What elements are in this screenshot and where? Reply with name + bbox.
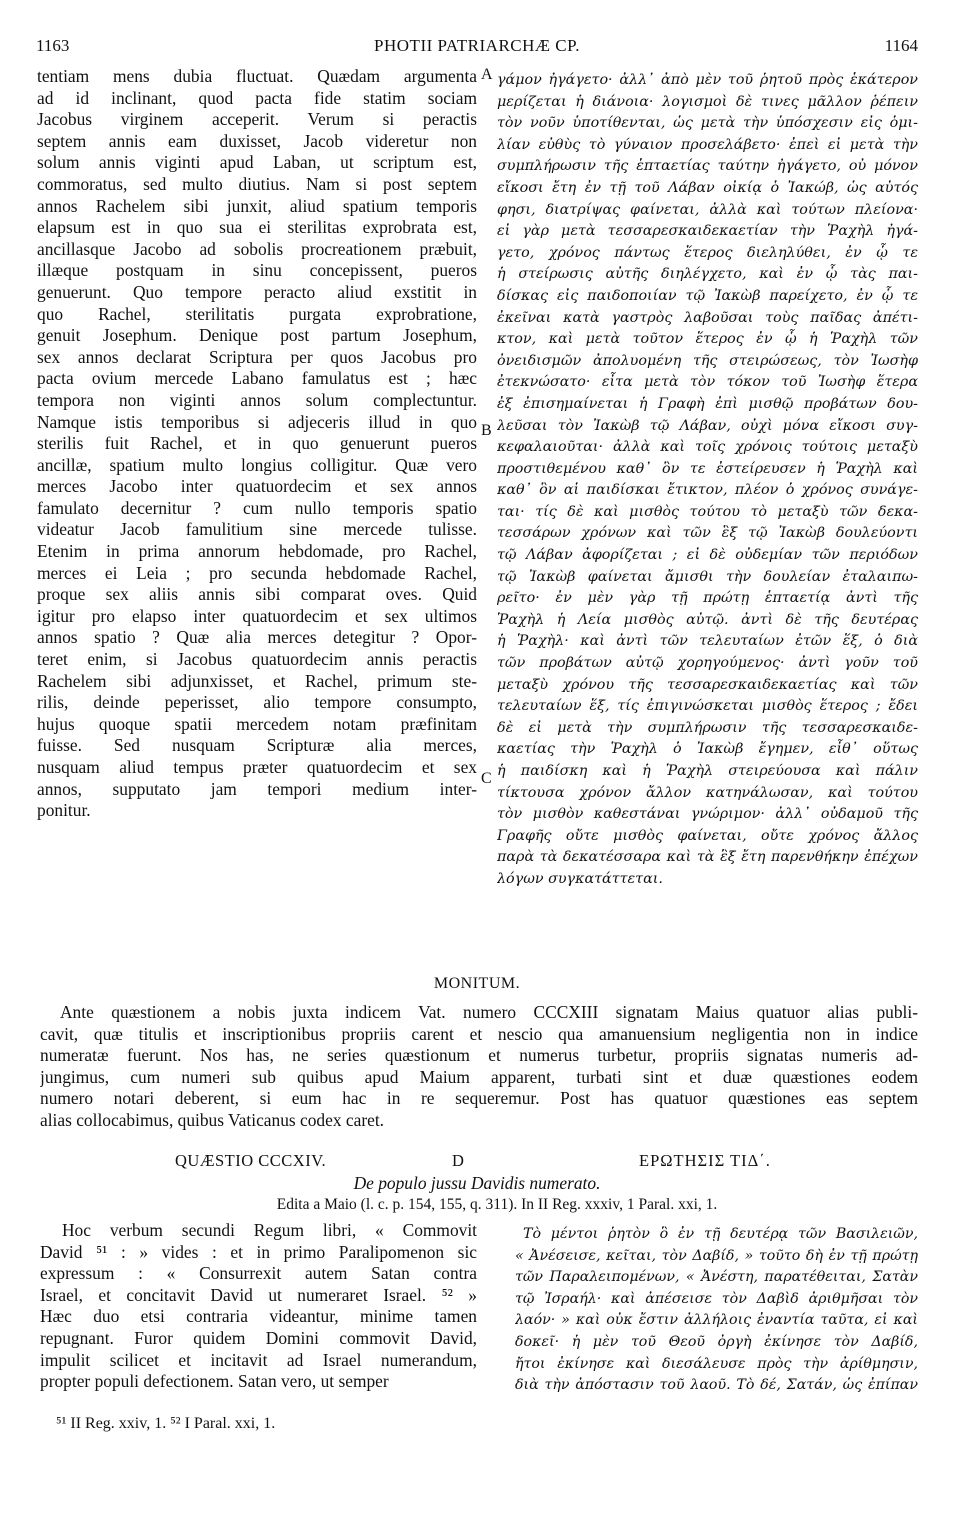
latin-text-line: genuit Josephum. Denique post partum Josephum,: [37, 325, 477, 346]
greek-text-line: τῶν Παραλειπομένων, « Ἀνέστη, παρατέθειται, Σατὰν: [515, 1269, 918, 1286]
latin-text-line: tentiam mens dubia fluctuat. Quædam argumenta: [37, 66, 477, 86]
monitum-text: [40, 1002, 918, 1132]
page-header: [36, 36, 918, 60]
monitum-text-line: Ante quæstionem a nobis juxta indicem Vat. numero CCCXIII signatam Maius quatuor alias publi-: [60, 1002, 918, 1022]
question-heading-row: [0, 1151, 954, 1173]
greek-text-line: λαόν· » καὶ οὐκ ἔστιν ἀλλήλοις ἐναντία ταῦτα, εἰ καὶ: [515, 1312, 918, 1329]
greek-text-line: κτον, καὶ μετὰ τοῦτον ἕτερος ἐν ᾧ ἡ Ῥαχὴλ τῶν: [497, 331, 918, 348]
latin-text-line: ponitur.: [37, 800, 91, 821]
latin-text-line: septem annis eam duxisset, Jacob videretur non: [37, 130, 477, 151]
latin-text-line: illæque postquam in sinu concepissent, pueros: [37, 260, 477, 281]
monitum-text-line: jungimus, cum numeri sub quibus apud Maium apparent, turbati sint et duæ quæstiones eodem: [40, 1066, 918, 1087]
latin-text-line: teret enim, si Jacobus quatuordecim annis peractis: [37, 649, 477, 670]
greek-text-line: τῷ Λάβαν ἀφορίζεται ; εἰ δὲ οὐδεμίαν τῶν περιόδων: [497, 547, 918, 564]
latin-text-line: annos spatio ? Quæ alia merces detegitur ? Opor-: [37, 627, 477, 648]
greek-text-line: διὰ τὴν ἀπόστασιν τοῦ λαοῦ. Τὸ δέ, Σατάν, ὡς ἐπίπαν: [515, 1377, 918, 1394]
latin-text-line: genuerunt. Quo tempore peracto aliud exstitit in: [37, 281, 477, 302]
page-number-right: 1164: [884, 36, 918, 55]
latin-text-line: Israel, et concitavit David ut numeraret Israel. ⁵² »: [40, 1284, 477, 1305]
latin-text-line: videatur Jacob famulitium sine mercede tulisse.: [37, 519, 477, 540]
margin-letter-d: D: [452, 1151, 464, 1170]
latin-text-line: Jacobus virginem acceperit. Verum si peractis: [37, 109, 477, 130]
greek-text-line: ται· τίς δὲ καὶ μισθὸς τούτου τὸ μεταξὺ τῶν δεκα-: [497, 503, 918, 520]
latin-text-line: tempora non viginti annos solum complectuntur.: [37, 389, 477, 410]
greek-text-line: εἰ γὰρ μετὰ τεσσαρεσκαιδεκαετίαν τὴν Ῥαχὴλ ἠγά-: [497, 223, 918, 240]
greek-column-2: [515, 1224, 918, 1397]
greek-text-line: ἐξ ἐπισημαίνεται ἡ Γραφὴ ἐπὶ μισθῷ προβάτων δου-: [497, 395, 918, 412]
latin-text-line: sex annos declarat Scriptura per quos Jacobus pro: [37, 346, 477, 367]
latin-text-line: Hoc verbum secundi Regum libri, « Commovit: [62, 1220, 477, 1240]
greek-text-line: τῷ Ἰακὼβ φαίνεται ἄμισθι τὴν δουλείαν ἐταλαιπω-: [497, 568, 918, 585]
greek-text-line: « Ἀνέσεισε, κεῖται, τὸν Δαβίδ, » τοῦτο δὴ ἐν τῇ πρώτῃ: [515, 1247, 918, 1264]
margin-letter-b: B: [481, 422, 492, 439]
margin-letter-c: C: [481, 770, 492, 787]
running-title: PHOTII PATRIARCHÆ CP.: [374, 36, 580, 55]
latin-text-line: ad id inclinant, quod pacta fide statim sociam: [37, 87, 477, 108]
greek-text-line: ἡ Ῥαχὴλ· καὶ ἀντὶ τῶν τελευταίων ἐτῶν ἕξ, ὁ διὰ: [497, 633, 918, 650]
greek-text-line: εἴκοσι ἔτη ἐν τῇ τοῦ Λάβαν οἰκίᾳ ὁ Ἰακώβ, ὡς αὐτός: [497, 179, 918, 196]
latin-text-line: rilis, deinde peperisset, alio tempore consumpto,: [37, 692, 477, 713]
greek-text-line: τίκτουσα χρόνον ἄλλον κατηνάλωσαν, καὶ τούτου: [497, 784, 918, 801]
latin-text-line: Rachelem sibi adjunxisset, et Rachel, primum ste-: [37, 670, 477, 691]
latin-text-line: merces Jacobo inter quatuordecim et sex annos: [37, 476, 477, 497]
greek-text-line: Ῥαχὴλ ἡ Λεία μισθὸς αὐτῷ. ἀντὶ δὲ τῆς δευτέρας: [497, 611, 918, 628]
greek-text-line: τῷ Ἰσραήλ· καὶ ἀπέσεισε τὸν Δαβὶδ ἀριθμῆσαι τὸν: [515, 1290, 918, 1307]
latin-text-line: David ⁵¹ : » vides : et in primo Paralipomenon sic: [40, 1241, 477, 1262]
question-latin-heading: QUÆSTIO CCCXIV.: [175, 1151, 327, 1170]
latin-text-line: Etenim in prima annorum hebdomade, pro Rachel,: [37, 541, 477, 562]
greek-text-line: προστιθεμένου καθ᾽ ὃν τε ἐστείρευσεν ἡ Ῥαχὴλ καὶ: [497, 460, 918, 477]
greek-text-line: ρεῖτο· ἐν μὲν γὰρ τῇ πρώτῃ ἑπταετίᾳ ἀντὶ τῆς: [497, 590, 918, 607]
greek-text-line: καθ᾽ ὃν αἱ παιδίσκαι ἔτικτον, πλέον ὁ χρόνος συνάγε-: [497, 482, 918, 499]
greek-text-line: τελευταίων ἕξ, τίς ἐπιγινώσκεται μισθὸς ἕτερος ; ἔδει: [497, 698, 918, 715]
greek-text-line: δὲ εἰ μετὰ τὴν συμπλήρωσιν τῆς τεσσαρεσκαιδε-: [497, 719, 918, 736]
greek-text-line: μεταξὺ χρόνου τῆς τεσσαρεσκαιδεκαετίας καὶ τῶν: [497, 676, 918, 693]
greek-text-line: δοκεῖ· ἡ μὲν τοῦ Θεοῦ ὀργὴ ἐκίνησε τὸν Δαβίδ,: [515, 1333, 918, 1350]
greek-text-line: τῶν προβάτων αὐτῷ χορηγούμενος· ἀντὶ γοῦν τοῦ: [497, 655, 918, 672]
question-source: Edita a Maio (l. c. p. 154, 155, q. 311). In II Reg. xxxiv, 1 Paral. xxi, 1.: [276, 1196, 718, 1213]
greek-text-line: κεφαλαιοῦται· ἀλλὰ καὶ τοῖς χρόνοις τούτοις μεταξὺ: [497, 439, 918, 456]
latin-text-line: merces ei Leia ; pro secunda hebdomade Rachel,: [37, 562, 477, 583]
greek-text-line: λίαν εὐθὺς τὸ γύναιον προσελάβετο· ἐπεὶ εἰ μετὰ τὴν: [497, 136, 918, 153]
greek-text-line: τὸν νοῦν ὑποτίθενται, ὡς μετὰ τὴν ὑπόσχεσιν εἰς ὁμι-: [497, 115, 918, 132]
margin-letter-a: A: [481, 66, 493, 83]
latin-text-line: nusquam aliud tempus præter quatuordecim et sex: [37, 757, 477, 777]
latin-text-line: elapsum est in quo sua ei sterilitas exprobrata est,: [37, 217, 477, 238]
latin-text-line: ancillæ, spatium multo longius colligitur. Quæ vero: [37, 454, 477, 475]
greek-text-line: λόγων συγκατάττεται.: [497, 870, 663, 887]
greek-text-line: τὸν μισθὸν καθεστάναι γνώριμον· ἀλλ᾽ οὐδαμοῦ τῆς: [497, 806, 918, 823]
latin-text-line: Namque istis temporibus si adjeceris illud in quo: [37, 411, 477, 432]
greek-text-line: μερίζεται ἡ διάνοια· λογισμοὶ δὲ τινες μᾶλλον ῥέπειν: [497, 93, 918, 110]
latin-text-line: pacta ovium mercede Labano famulatus est ; hæc: [37, 368, 477, 389]
greek-text-line: ἡ στείρωσις αὐτῆς διηλέγχετο, καὶ ἐν ᾧ τὰς παι-: [497, 266, 918, 283]
latin-text-line: propter populi defectionem. Satan vero, ut semper: [40, 1371, 389, 1392]
greek-text-line: ἐτεκνώσατο· εἶτα μετὰ τὸν τόκον τοῦ Ἰωσὴφ ἕτερα: [497, 374, 918, 391]
greek-text-line: ἡ παιδίσκη καὶ ἡ Ῥαχὴλ στειρεύουσα καὶ πάλιν: [497, 763, 918, 779]
greek-text-line: φησι, διατρίψας φαίνεται, ἀλλὰ καὶ τούτων πλείονα·: [497, 201, 918, 218]
latin-text-line: Hæc duo etsi contraria videantur, minime tamen: [40, 1306, 477, 1327]
question-greek-heading: ΕΡΩΤΗΣΙΣ ΤΙΔ΄.: [639, 1151, 771, 1170]
latin-text-line: expressum : « Consurrexit autem Satan contra: [40, 1263, 477, 1284]
greek-text-line: γετο, χρόνος πάντως ἕτερος διεληλύθει, ἐν ᾧ τε: [497, 244, 918, 261]
greek-text-line: Τὸ μέντοι ῥητὸν ὃ ἐν τῇ δευτέρᾳ τῶν Βασιλειῶν,: [523, 1226, 918, 1242]
monitum-title: MONITUM.: [433, 975, 521, 992]
greek-text-line: Γραφῆς οὔτε μισθὸς φαίνεται, οὔτε χρόνος ἄλλος: [497, 827, 918, 844]
question-title: De populo jussu Davidis numerato.: [353, 1173, 601, 1193]
page-number-left: 1163: [36, 36, 70, 55]
latin-text-line: proque sex aliis annis sibi comparat oves. Quid: [37, 584, 477, 605]
latin-text-line: ancillasque Jacobo ad sobolis procreationem præbuit,: [37, 238, 477, 259]
latin-text-line: annos Rachelem sibi junxit, aliud spatium temporis: [37, 195, 477, 216]
latin-text-line: fuisse. Sed nusquam Scripturæ alia merces,: [37, 735, 477, 756]
greek-text-line: λεῦσαι τὸν Ἰακὼβ τῷ Λάβαν, οὐχὶ μόνα εἴκοσι συγ-: [497, 417, 918, 434]
greek-text-line: γάμον ἠγάγετο· ἀλλ᾽ ἀπὸ μὲν τοῦ ῥητοῦ πρὸς ἑκάτερον: [497, 72, 918, 88]
latin-text-line: igitur pro elapso inter quatuordecim et sex ultimos: [37, 605, 477, 626]
footnotes: ⁵¹ II Reg. xxiv, 1. ⁵² I Paral. xxi, 1.: [56, 1415, 276, 1432]
latin-text-line: impulit scilicet et incitavit ad Israel numerandum,: [40, 1349, 477, 1370]
latin-text-line: repugnant. Furor quidem Domini commovit David,: [40, 1327, 477, 1348]
greek-column: [497, 70, 918, 891]
greek-text-line: τεσσάρων χρόνων καὶ τῶν ἓξ τῷ Ἰακὼβ δουλεύοντι: [497, 525, 918, 542]
monitum-text-line: alias collocabimus, quibus Vaticanus codex caret.: [40, 1109, 385, 1130]
greek-text-line: δίσκας εἰς παιδοποιίαν τῷ Ἰακὼβ παρείχετο, ἐν ᾧ τε: [497, 287, 918, 304]
monitum-text-line: numeratæ fuerunt. Nos has, ne series quæstionum et numerus turbetur, propriis signatas numeris ad-: [40, 1045, 918, 1066]
latin-text-line: commoratus, sed multo diutius. Nam si post septem: [37, 173, 477, 194]
latin-text-line: sterilis fuit Rachel, et in quo genuerunt pueros: [37, 433, 477, 454]
latin-text-line: quo Rachel, sterilitatis purgata exprobratione,: [37, 303, 477, 324]
greek-text-line: συμπλήρωσιν τῆς ἑπταετίας ταύτην ἠγάγετο, οὐ μόνον: [497, 158, 918, 175]
latin-text-line: hujus quoque spatii mercedem notam præfinitam: [37, 713, 477, 734]
monitum-text-line: cavit, quæ titulis et inscriptionibus propriis carent et nescio qua amanuensium negligentia non in indice: [40, 1023, 918, 1044]
greek-text-line: ὀνειδισμῶν ἀπολυομένη τῆς στειρώσεως, τὸν Ἰωσὴφ: [497, 352, 918, 369]
latin-column: [37, 66, 477, 822]
latin-text-line: famulato decernitur ? cum nullo temporis spatio: [37, 497, 477, 518]
latin-text-line: solum annis viginti apud Laban, ut scriptum est,: [37, 152, 477, 173]
greek-text-line: ἐκεῖναι κατὰ γαστρὸς λαβοῦσαι τοὺς παῖδας ἀπέτι-: [497, 309, 918, 326]
monitum-text-line: numero notari deberent, si eum hac in re sequeremur. Post has quatuor quæstiones eas septem: [40, 1088, 918, 1109]
greek-text-line: καετίας τὴν Ῥαχὴλ ὁ Ἰακὼβ ἔγημεν, εἶθ᾽ οὕτως: [497, 741, 918, 758]
greek-text-line: ἤτοι ἐκίνησε καὶ διεσάλευσε πρὸς τὴν ἀρίθμησιν,: [515, 1355, 918, 1372]
latin-column-2: [40, 1220, 477, 1393]
greek-text-line: παρὰ τὰ δεκατέσσαρα καὶ τὰ ἓξ ἔτη παρενθήκην ἐπέχων: [497, 849, 918, 866]
latin-text-line: annos, supputato jam tempori medium inter-: [37, 778, 477, 799]
